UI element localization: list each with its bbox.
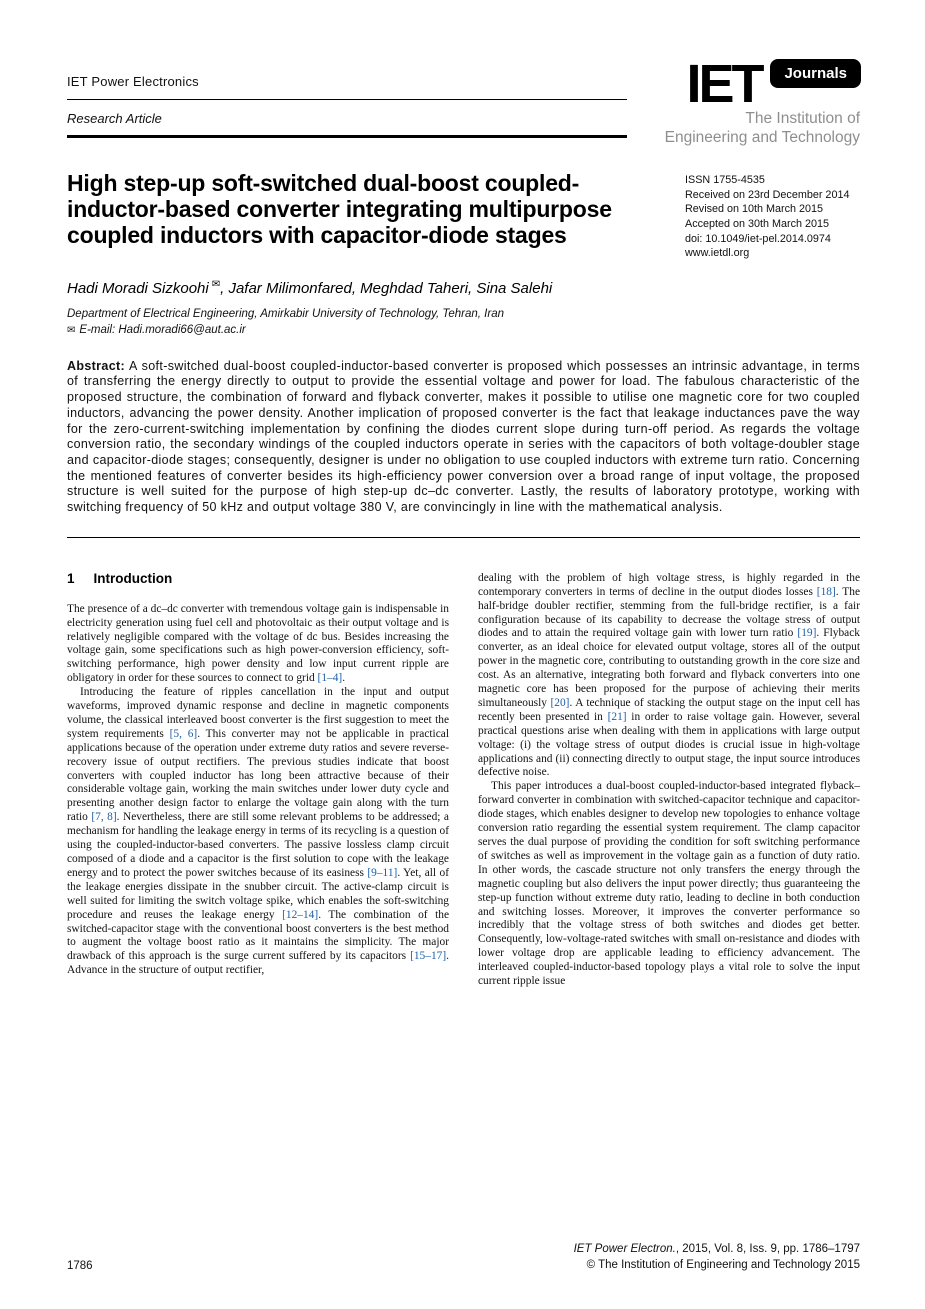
authors-line: [67, 279, 860, 297]
abstract-text: A soft-switched dual-boost coupled-inductor-based converter is proposed which possesses an intrinsic advantage, in terms of transferring the energy directly to output to provide the essential voltage and power for load. The fabulous characteristic of the proposed structure, the combination of forward and flyback converter, makes it possible to utilise one magnetic core for two coupled inductors, advancing the power density. Another implication of proposed converter is the fact that leakage inductances pave the way for the zero-current-switching implementation by confining the diodes current slope during turn-off period. As regards the voltage conversion ratio, the secondary windings of the coupled inductors operate in series with the capacitors of both voltage-doubler stage and capacitor-diode stages; consequently, designer is under no obligation to use coupled inductors with extreme turn ratio. Concerning the mentioned features of converter besides its high-efficiency power conversion over a broad range of input voltage, the proposed structure is well suited for the purpose of high step-up dc–dc converter. Lastly, the results of laboratory prototype, working with switching frequency of 50 kHz and output voltage 380 V, are convincingly in line with the mathematical analysis.: [67, 358, 860, 515]
page-header: [67, 54, 860, 147]
citation-ref[interactable]: [21]: [607, 710, 627, 723]
page-footer: [67, 1242, 860, 1273]
header-left: [67, 70, 627, 138]
iet-logo-row: [686, 54, 860, 114]
email-label: E-mail:: [79, 323, 116, 336]
author-first: Hadi Moradi Sizkoohi: [67, 279, 209, 297]
article-type-label: Research Article: [67, 111, 162, 126]
right-column: [478, 572, 860, 989]
envelope-icon: ✉: [67, 324, 76, 336]
citation-ref[interactable]: [15–17]: [410, 950, 447, 963]
header-rule-thick: [67, 135, 627, 138]
footer-citation-line: [574, 1242, 860, 1258]
citation-ref[interactable]: [5, 6]: [169, 727, 198, 740]
footer-copyright: © The Institution of Engineering and Technology 2015: [586, 1258, 860, 1271]
meta-doi: doi: 10.1049/iet-pel.2014.0974: [685, 232, 831, 245]
meta-received: Received on 23rd December 2014: [685, 188, 850, 201]
body-paragraph: Introducing the feature of ripples cancellation in the input and output waveforms, improved dynamic response and decline in magnetic components volume, the classical interleaved boost converter is the first suggestion to meet the system requirements [5, 6]. This converter may not be applicable in practical applications because of the operation under extreme duty ratios and severe reverse-recovery issue of output rectifiers. The previous studies indicate that boost converters with coupled inductor has long been attractive because of their considerable voltage gain, working the main switches under lower duty cycle and presenting another design factor to enlarge the voltage gain along with the turn ratio [7, 8]. Nevertheless, there are still some relevant problems to be addressed; a mechanism for handling the leakage energy in terms of its recycling is a question of using the coupled-inductor-based converters. The passive lossless clamp circuit composed of a diode and a capacitor is the first solution to cope with the leakage energy and to protect the power switches because of its easiness [9–11]. Yet, all of the leakage energies dissipate in the snubber circuit. The active-clamp circuit is well suited for limiting the switch voltage spike, which enables the soft-switching procedure and reuses the leakage energy [12–14]. The combination of the switched-capacitor stage with the conventional boost converters is the best method to augment the voltage boost ratio as it maintains the simplicity. The major drawback of this approach is the surge current suffered by its capacitors [15–17]. Advance in the structure of output rectifier,: [67, 686, 449, 977]
institution-line-2: Engineering and Technology: [664, 128, 860, 146]
section-heading-introduction: [67, 572, 449, 586]
body-paragraph: The presence of a dc–dc converter with tremendous voltage gain is indispensable in electricity generation using fuel cell and photovoltaic as their output voltage and is relatively negligible compared with the voltage of dc bus. Besides increasing the voltage gain, some specifications such as high power-conversion efficiency, soft-switching performance, high power density and low input current ripple are obligatory in order for these sources to connect to grid [1–4].: [67, 602, 449, 685]
journal-name: IET Power Electronics: [67, 74, 199, 89]
iet-logo: [650, 54, 860, 147]
citation-ref[interactable]: [12–14]: [282, 908, 319, 921]
title-block: [67, 170, 860, 261]
meta-revised: Revised on 10th March 2015: [685, 203, 824, 216]
citation-ref[interactable]: [18]: [816, 585, 836, 598]
page-title: High step-up soft-switched dual-boost coupled-inductor-based converter integrating multipurpose coupled inductors with capacitor-diode stages: [67, 170, 612, 249]
affiliation-line: Department of Electrical Engineering, Amirkabir University of Technology, Tehran, Iran: [67, 307, 504, 320]
left-column: [67, 572, 449, 989]
email-line: [67, 324, 860, 336]
meta-accepted: Accepted on 30th March 2015: [685, 217, 830, 230]
section-title: Introduction: [93, 570, 173, 586]
body-paragraph: This paper introduces a dual-boost coupled-inductor-based integrated flyback–forward converter in combination with switched-capacitor technique and capacitor-diode stages, which enables designer to develop new topologies to enhance voltage conversion ratio regarding the essential system requirement. The clamp capacitor serves the dual purpose of providing the condition for soft switching performance of switches as well as improvement in the voltage gain as a function of duty ratio. In other words, the cascade structure not only transfers the energy through the magnetic coupling but also delivers the input power directly; thus guaranteeing the step-up function without extreme duty ratio, leading to decline in both conduction and switching losses. Moreover, it improves the converter performance so incredibly that the voltage stress of both switches and diodes get better. Consequently, low-voltage-rated switches with small on-resistance and diodes with lower voltage drop are applicable leading to efficiency advancement. The interleaved coupled-inductor-based topology plays a vital role to solve the input current ripple issue: [478, 780, 860, 988]
citation-ref[interactable]: [20]: [550, 696, 570, 709]
citation-ref[interactable]: [9–11]: [367, 866, 398, 879]
institution-line-1: The Institution of: [745, 110, 860, 127]
abstract: [67, 359, 860, 516]
envelope-icon: ✉: [211, 278, 221, 290]
footer-journal-abbrev: IET Power Electron.: [573, 1243, 676, 1255]
citation-ref[interactable]: [19]: [797, 627, 817, 640]
section-divider-rule: [67, 537, 860, 538]
article-meta: [685, 170, 860, 261]
header-rule-thin: [67, 99, 627, 100]
abstract-label: Abstract:: [67, 358, 126, 373]
page-number: 1786: [67, 1260, 93, 1272]
citation-ref[interactable]: [7, 8]: [91, 811, 117, 824]
journal-website-link[interactable]: www.ietdl.org: [685, 247, 750, 260]
footer-citation-block: [574, 1242, 860, 1273]
section-number: 1: [67, 570, 75, 586]
article-body: [67, 572, 860, 989]
authors-others: , Jafar Milimonfared, Meghdad Taheri, Sina Salehi: [220, 279, 553, 297]
meta-issn: ISSN 1755-4535: [685, 174, 765, 187]
author-email-link[interactable]: Hadi.moradi66@aut.ac.ir: [118, 323, 246, 336]
iet-wordmark: IET: [686, 54, 762, 114]
citation-ref[interactable]: [1–4]: [317, 672, 343, 685]
body-paragraph: dealing with the problem of high voltage stress, is highly regarded in the contemporary converters in terms of decline in the output diodes losses [18]. The half-bridge doubler rectifier, stemming from the full-bridge rectifier, is a fair configuration because of its capability to decrease the voltage stress of output diodes and to attain the required voltage gain with lower turn ratio [19]. Flyback converter, as an ideal choice for elevated output voltage, stores all of the output power in the magnetic core, contributing to outstanding growth in the core size and cost. As an alternative, integrating both forward and flyback converters into one magnetic core has been proposed for the purpose of achieving their merits simultaneously [20]. A technique of stacking the output stage on the input cell has recently been presented in [21] in order to raise voltage gain. However, several practical questions arise when dealing with them in applications with large output voltage: (i) the voltage stress of output diodes is crucial issue in high-voltage applications and (ii) connecting directly to output stage, the input source introduces defective noise.: [478, 571, 861, 779]
footer-citation-rest: , 2015, Vol. 8, Iss. 9, pp. 1786–1797: [675, 1243, 860, 1255]
journals-badge: Journals: [771, 60, 860, 87]
